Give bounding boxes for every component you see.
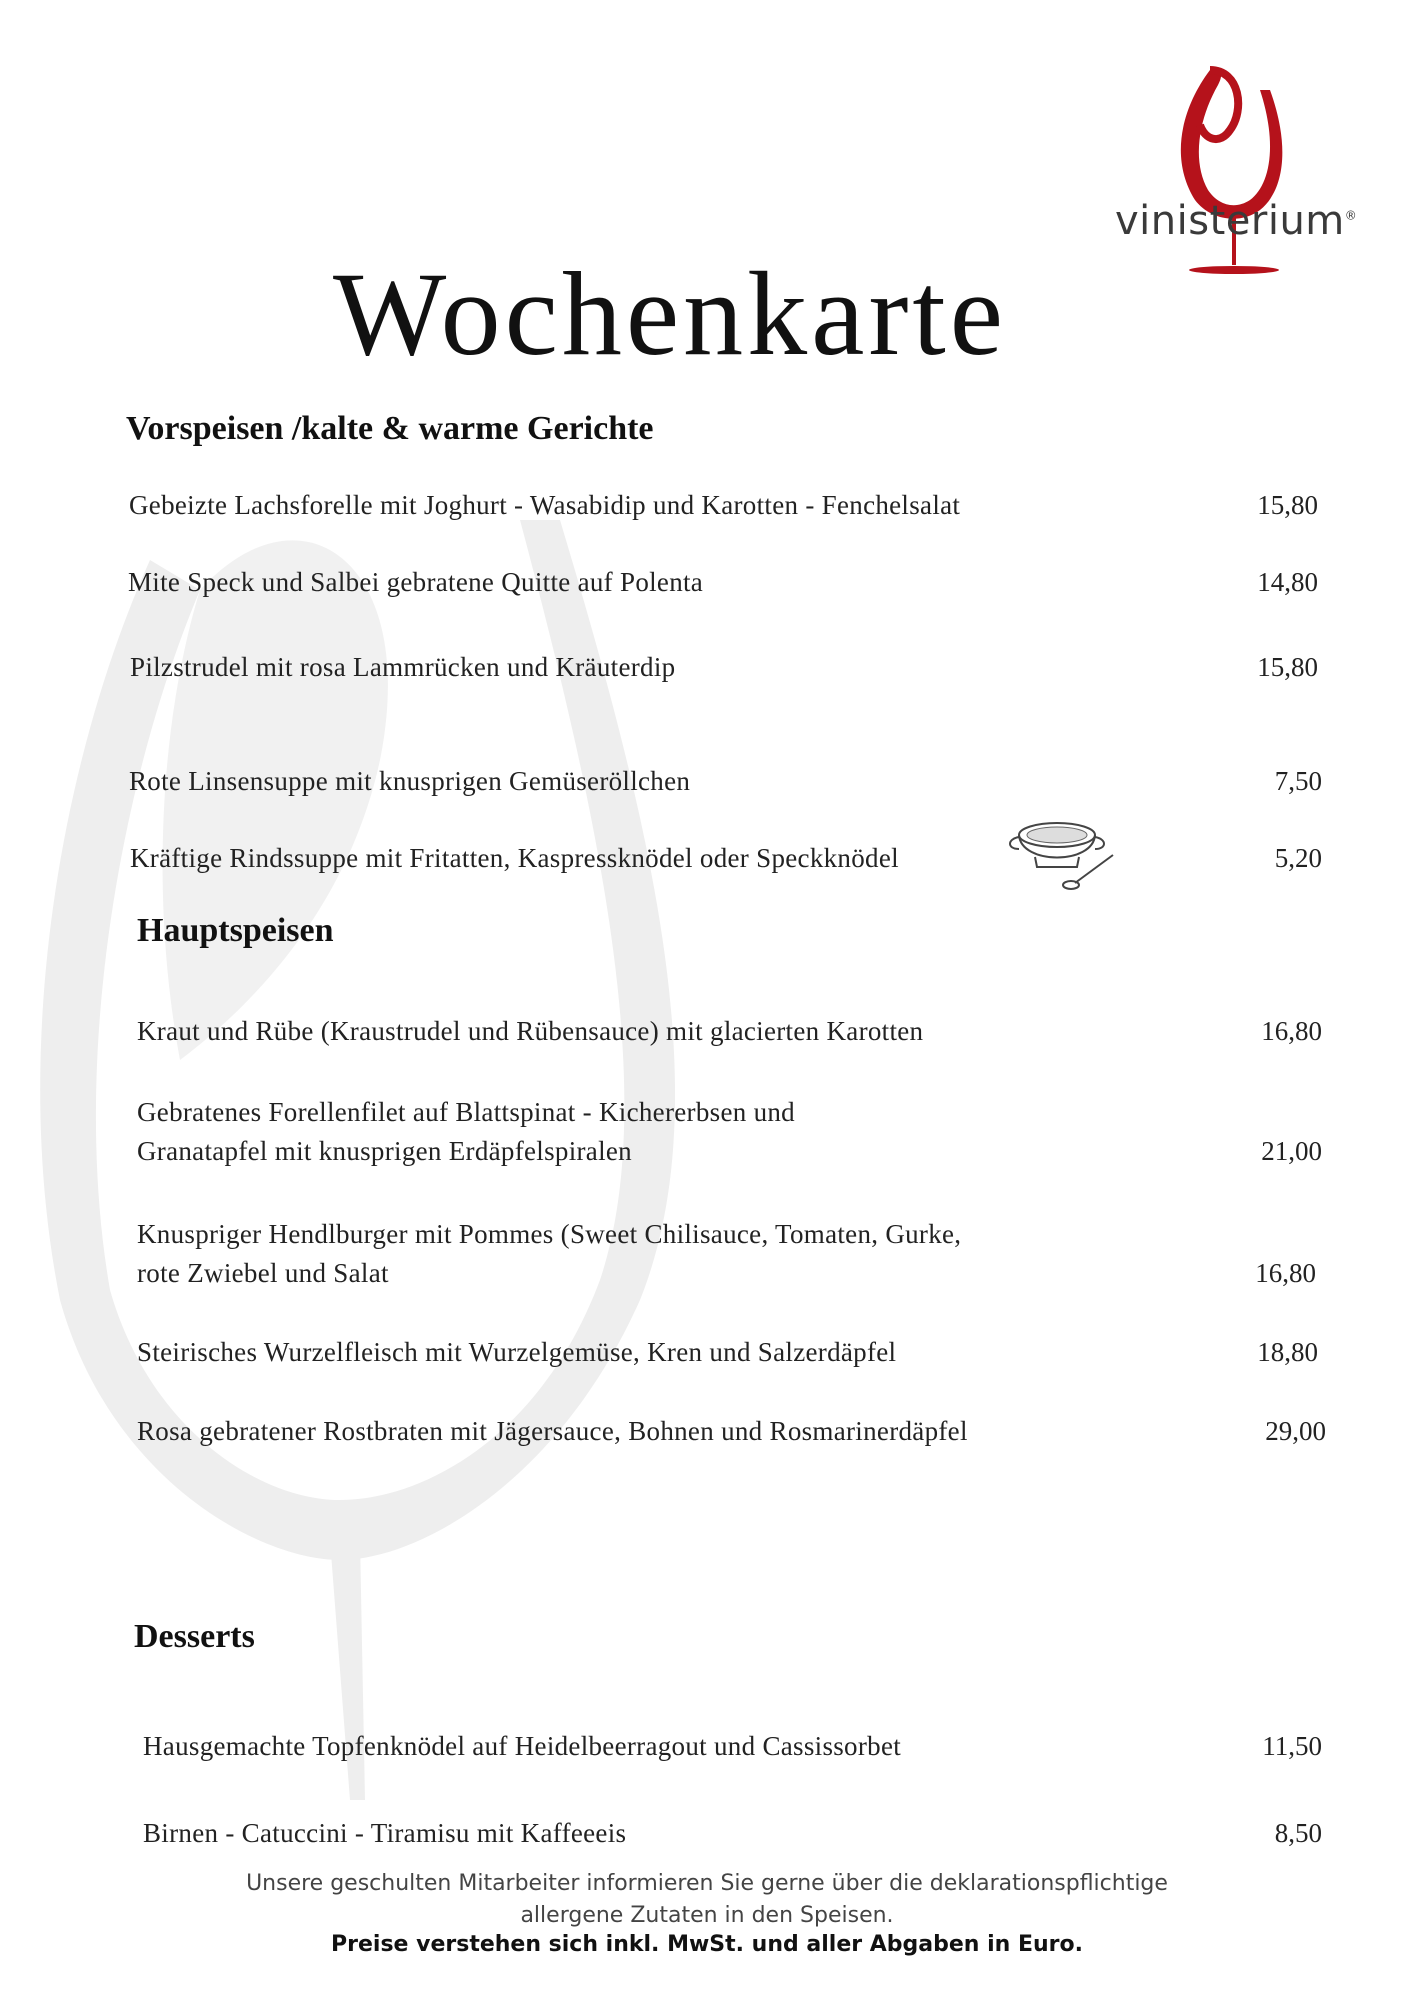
menu-item-name: Rote Linsensuppe mit knusprigen Gemüseröllchen	[129, 766, 691, 796]
menu-item-price: 21,00	[1261, 1136, 1322, 1166]
allergen-note-line1: Unsere geschulten Mitarbeiter informieren Sie gerne über die deklarationspflichtige	[246, 1871, 1168, 1896]
menu-item-price: 16,80	[1255, 1258, 1316, 1288]
menu-item-name-line2: rote Zwiebel und Salat	[137, 1258, 389, 1288]
menu-item-price: 5,20	[1274, 843, 1322, 873]
section-heading-starters: Vorspeisen /kalte & warme Gerichte	[126, 410, 654, 447]
menu-item-name: Kräftige Rindssuppe mit Fritatten, Kaspressknödel oder Speckknödel	[130, 843, 899, 873]
brand-name	[1115, 198, 1357, 244]
menu-item-price: 15,80	[1257, 652, 1318, 682]
menu-item-price: 29,00	[1265, 1416, 1326, 1446]
menu-item-name: Gebeizte Lachsforelle mit Joghurt - Wasabidip und Karotten - Fenchelsalat	[129, 490, 961, 520]
menu-item-price: 8,50	[1274, 1818, 1322, 1848]
menu-item-name: Steirisches Wurzelfleisch mit Wurzelgemüse, Kren und Salzerdäpfel	[137, 1337, 897, 1367]
page-title: Wochenkarte	[333, 247, 1007, 380]
menu-item-name-line2: Granatapfel mit knusprigen Erdäpfelspiralen	[137, 1136, 632, 1166]
section-heading-desserts: Desserts	[134, 1618, 255, 1655]
soup-bowl-icon	[1005, 805, 1125, 895]
menu-item-price: 16,80	[1261, 1016, 1322, 1046]
brand-name-text: vinisterium	[1115, 198, 1345, 244]
allergen-note	[0, 1868, 1414, 1932]
menu-item-name: Rosa gebratener Rostbraten mit Jägersauce, Bohnen und Rosmarinerdäpfel	[137, 1416, 968, 1446]
registered-mark: ®	[1344, 208, 1358, 223]
menu-item-name: Kraut und Rübe (Kraustrudel und Rübensauce) mit glacierten Karotten	[137, 1016, 924, 1046]
menu-item-price: 7,50	[1274, 766, 1322, 796]
menu-item-price: 11,50	[1262, 1731, 1322, 1761]
menu-item-price: 14,80	[1257, 567, 1318, 597]
menu-item-name: Birnen - Catuccini - Tiramisu mit Kaffeeeis	[143, 1818, 627, 1848]
menu-item-name: Mite Speck und Salbei gebratene Quitte auf Polenta	[128, 567, 704, 597]
allergen-note-line2: allergene Zutaten in den Speisen.	[520, 1903, 894, 1928]
price-disclaimer: Preise verstehen sich inkl. MwSt. und aller Abgaben in Euro.	[331, 1932, 1083, 1957]
menu-item-price: 15,80	[1257, 490, 1318, 520]
menu-item-name-line1: Gebratenes Forellenfilet auf Blattspinat - Kichererbsen und	[137, 1097, 795, 1127]
menu-item-name: Pilzstrudel mit rosa Lammrücken und Kräuterdip	[130, 652, 676, 682]
section-heading-mains: Hauptspeisen	[137, 912, 334, 949]
menu-item-price: 18,80	[1257, 1337, 1318, 1367]
menu-item-name-line1: Knuspriger Hendlburger mit Pommes (Sweet Chilisauce, Tomaten, Gurke,	[137, 1219, 962, 1249]
menu-item-name: Hausgemachte Topfenknödel auf Heidelbeerragout und Cassissorbet	[143, 1731, 902, 1761]
